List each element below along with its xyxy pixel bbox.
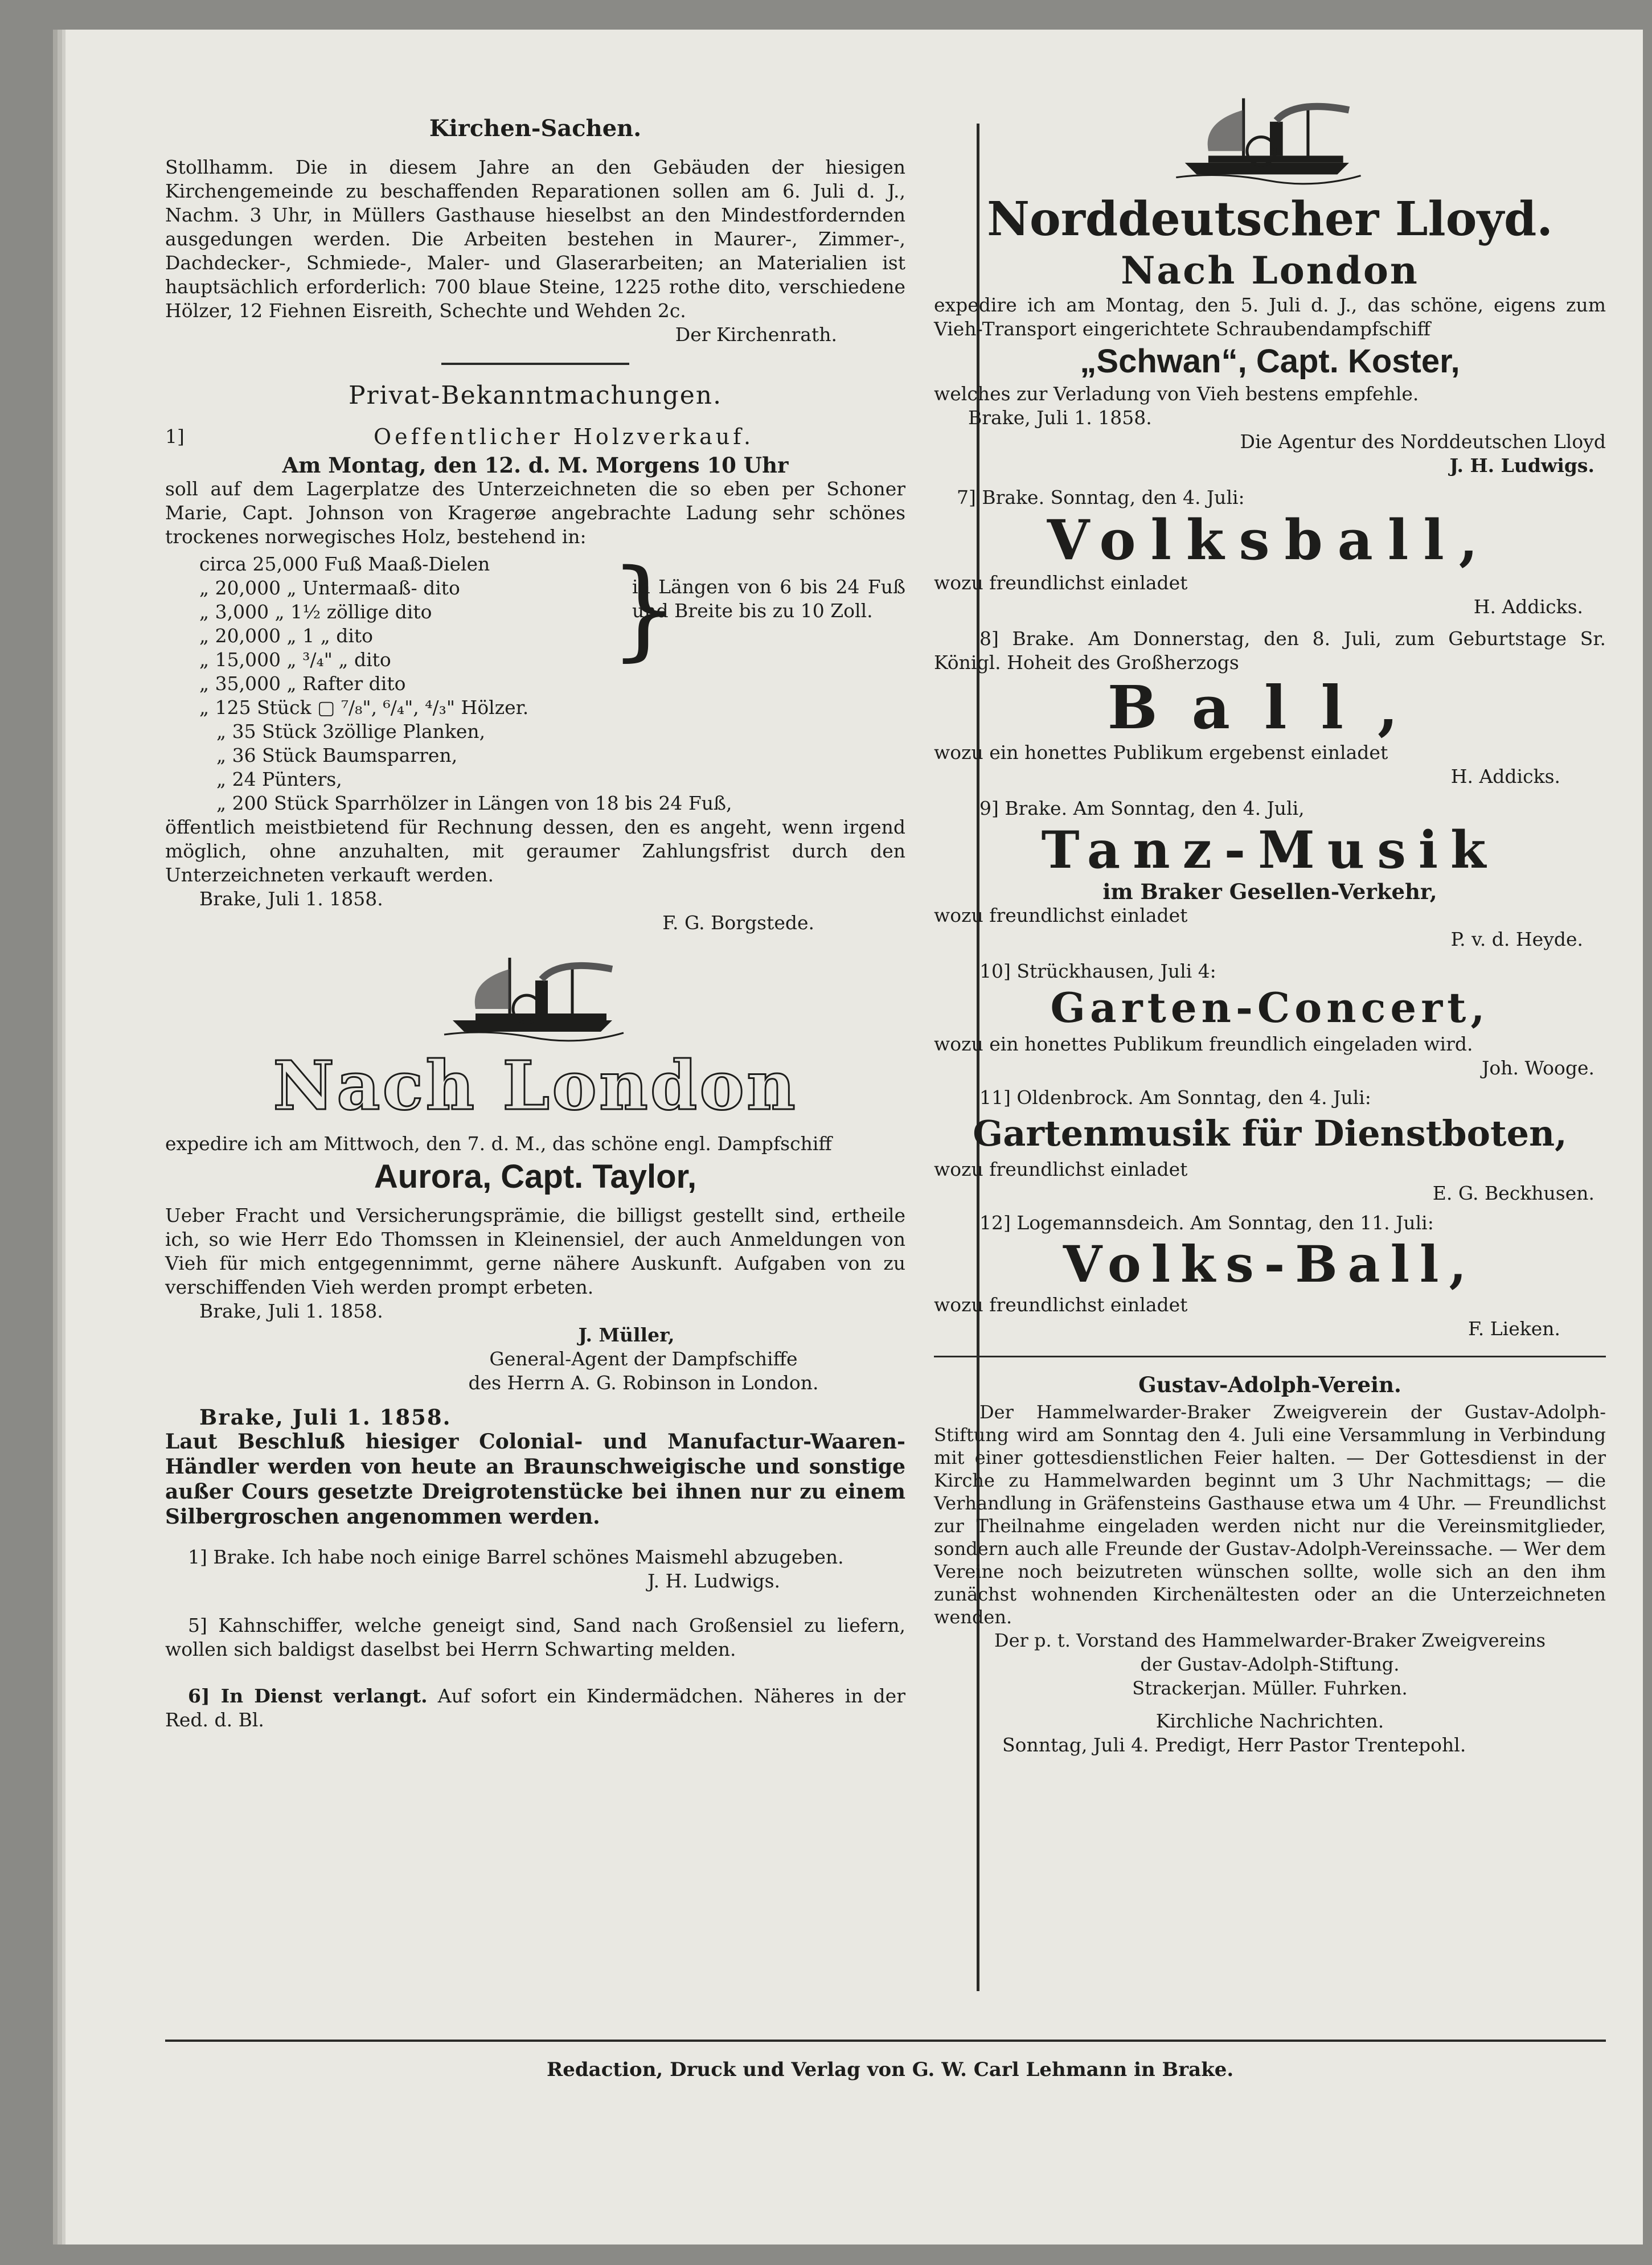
ad9-line: 9] Brake. Am Sonntag, den 4. Juli, xyxy=(979,797,1305,819)
ad12-invite: wozu freundlichst einladet xyxy=(934,1294,1188,1316)
lloyd-title: Norddeutscher Lloyd. xyxy=(987,192,1553,247)
wood-row: „ 15,000 „ ³/₄" „ dito xyxy=(199,649,391,671)
ad12-line: 12] Logemannsdeich. Am Sonntag, den 11. Juli: xyxy=(979,1212,1434,1234)
section-divider xyxy=(441,363,629,365)
london-sign-name: J. Müller, xyxy=(578,1324,675,1346)
section-divider-right xyxy=(934,1356,1606,1357)
ad7-line: 7] Brake. Sonntag, den 4. Juli: xyxy=(957,486,1245,508)
london-sign-company: des Herrn A. G. Robinson in London. xyxy=(468,1372,819,1394)
ad9-heading: Tanz-Musik xyxy=(1041,820,1499,880)
kirchliche-title: Kirchliche Nachrichten. xyxy=(1155,1710,1384,1732)
verein-body: Der Hammelwarder-Braker Zweigverein der Gustav-Adolph-Stiftung wird am Sonntag den 4. Juli eine Versammlung in Verbindung mit einer gottesdienstlichen Feier halten. — Der Gottesdienst in der Kirche zu Hammelwarden beginnt um 3 Uhr Nachmittags; — die Verhandlung in Gräfensteins Gasthause etwa um 4 Uhr. — Freundlichst zur Theilnahme eingeladen werden nicht nur die Vereinsmitglieder, sondern auch alle Freunde der Gustav-Adolph-Vereinssache. — Wer dem Vereine noch beizutreten wünschen sollte, wolle sich an den ihm zunächst wohnenden Kirchenältesten oder an die Unterzeichneten wenden. xyxy=(934,1401,1606,1628)
privat-title: Privat-Bekanntmachungen. xyxy=(348,381,723,410)
brake-head: Brake, Juli 1. 1858. xyxy=(199,1405,452,1430)
london-ship-name: Aurora, Capt. Taylor, xyxy=(374,1158,697,1195)
holz-title: Oeffentlicher Holzverkauf. xyxy=(373,424,755,449)
wood-row: „ 35,000 „ Rafter dito xyxy=(199,672,406,695)
right-column xyxy=(934,87,1606,1757)
holz-date: Am Montag, den 12. d. M. Morgens 10 Uhr xyxy=(282,453,789,478)
ad10-signature: Joh. Wooge. xyxy=(1482,1057,1594,1079)
kirchliche-body: Sonntag, Juli 4. Predigt, Herr Pastor Trentepohl. xyxy=(1002,1734,1466,1756)
holz-body: soll auf dem Lagerplatze des Unterzeichneten die so eben per Schoner Marie, Capt. Johnson von Kragerøe angebrachte Ladung sehr schönes trockenes norwegisches Holz, bestehend in: xyxy=(165,478,905,548)
brake-currency-notice: Laut Beschluß hiesiger Colonial- und Manufactur-Waaren-Händler werden von heute an Braunschweigische und sonstige außer Cours gesetzte Dreigrotenstücke bei ihnen nur zu einem Silbergroschen angenommen werden. xyxy=(165,1430,905,1529)
ad11-invite: wozu freundlichst einladet xyxy=(934,1158,1188,1180)
wood-dimensions: in Längen von 6 bis 24 Fuß und Breite bis zu 10 Zoll. xyxy=(632,576,905,622)
verein-sign-2: der Gustav-Adolph-Stiftung. xyxy=(1140,1653,1400,1675)
holz-place: Brake, Juli 1. 1858. xyxy=(199,888,383,910)
lloyd-body-2: welches zur Verladung von Vieh bestens empfehle. xyxy=(934,383,1419,405)
left-column xyxy=(165,109,905,1732)
ad12-signature: F. Lieken. xyxy=(1467,1318,1560,1340)
london-sign-title: General-Agent der Dampfschiffe xyxy=(489,1348,798,1370)
lloyd-body-1: expedire ich am Montag, den 5. Juli d. J., das schöne, eigens zum Vieh-Transport eingerichtete Schraubendampfschiff xyxy=(934,294,1606,340)
nach-london-heading: Nach London xyxy=(273,1046,798,1125)
lloyd-ship-name: „Schwan“, Capt. Koster, xyxy=(1080,343,1460,380)
london-body-2: Ueber Fracht und Versicherungsprämie, die billigst gestellt sind, ertheile ich, so wie Herr Edo Thomssen in Kleinensiel, der auch Anmeldungen von Vieh für mich entgegennimmt, gerne nähere Auskunft. Aufgaben von zu verschiffenden Vieh werden prompt erbeten. xyxy=(165,1204,905,1298)
kirchen-signature: Der Kirchenrath. xyxy=(675,323,837,346)
wood-row: „ 200 Stück Sparrhölzer in Längen von 18 bis 24 Fuß, xyxy=(216,792,732,814)
wood-row: „ 3,000 „ 1½ zöllige dito xyxy=(199,601,432,623)
wood-rows-2 xyxy=(165,720,905,815)
verein-sign-3: Strackerjan. Müller. Fuhrken. xyxy=(1132,1677,1408,1699)
kirchen-notice: Stollhamm. Die in diesem Jahre an den Gebäuden der hiesigen Kirchengemeinde zu beschaffenden Reparationen sollen am 6. Juli d. J., Nachm. 3 Uhr, in Müllers Gasthause hieselbst an den Mindestfordernden ausgedungen werden. Die Arbeiten bestehen in Maurer-, Zimmer-, Dachdecker-, Schmiede-, Maler- und Glaserarbeiten; an Materialien ist hauptsächlich erforderlich: 700 blaue Steine, 1225 rothe dito, verschiedene Hölzer, 12 Fiehnen Eisreith, Schechte und Wehden 2c. xyxy=(165,156,905,322)
holz-header xyxy=(165,425,905,449)
ad7-signature: H. Addicks. xyxy=(1473,596,1583,618)
ad10-heading: Garten-Concert, xyxy=(1050,983,1490,1032)
steamship-icon xyxy=(441,946,629,1043)
kahn-notice: 5] Kahnschiffer, welche geneigt sind, Sand nach Großensiel zu liefern, wollen sich baldigst daselbst bei Herrn Schwarting melden. xyxy=(165,1614,905,1660)
wood-row: „ 20,000 „ 1 „ dito xyxy=(199,625,374,647)
ad8-heading: Ball, xyxy=(1107,672,1433,742)
lloyd-subtitle: Nach London xyxy=(1121,248,1419,293)
dienst-text: Auf sofort ein Kindermädchen. Näheres in der Red. d. Bl. xyxy=(165,1685,905,1731)
wood-row: „ 24 Pünters, xyxy=(216,768,342,790)
wood-row: „ 36 Stück Baumsparren, xyxy=(216,744,458,766)
dienst-label: 6] In Dienst verlangt. xyxy=(188,1685,428,1707)
footer-rule xyxy=(165,2040,1606,2042)
newspaper-page xyxy=(65,30,1643,2245)
wood-list xyxy=(165,546,905,720)
imprint-footer: Redaction, Druck und Verlag von G. W. Carl Lehmann in Brake. xyxy=(547,2058,1234,2081)
wood-row: circa 25,000 Fuß Maaß-Dielen xyxy=(199,553,490,575)
london-body-1: expedire ich am Mittwoch, den 7. d. M., das schöne engl. Dampfschiff xyxy=(165,1132,832,1155)
holz-number: 1] xyxy=(165,425,185,448)
ad12-heading: Volks-Ball, xyxy=(1063,1234,1477,1294)
mais-signature: J. H. Ludwigs. xyxy=(647,1570,780,1592)
verein-sign-1: Der p. t. Vorstand des Hammelwarder-Braker Zweigvereins xyxy=(994,1630,1546,1651)
ad9-invite: wozu freundlichst einladet xyxy=(934,904,1188,926)
ad11-signature: E. G. Beckhusen. xyxy=(1432,1182,1594,1204)
ad9-subheading: im Braker Gesellen-Verkehr, xyxy=(1102,879,1437,904)
ad8-signature: H. Addicks. xyxy=(1450,765,1560,787)
mais-notice: 1] Brake. Ich habe noch einige Barrel schönes Maismehl abzugeben. xyxy=(188,1546,844,1568)
london-place: Brake, Juli 1. 1858. xyxy=(199,1300,383,1322)
wood-row: „ 125 Stück ▢ ⁷/₈", ⁶/₄", ⁴/₃" Hölzer. xyxy=(199,696,529,719)
wood-row: „ 35 Stück 3zöllige Planken, xyxy=(216,720,486,742)
ad10-invite: wozu ein honettes Publikum freundlich eingeladen wird. xyxy=(934,1033,1473,1055)
verein-title: Gustav-Adolph-Verein. xyxy=(1138,1372,1401,1397)
ad10-line: 10] Strückhausen, Juli 4: xyxy=(979,960,1216,982)
kirchen-sachen-title: Kirchen-Sachen. xyxy=(429,115,642,142)
steamship-icon-2 xyxy=(1173,87,1367,186)
wood-row: „ 20,000 „ Untermaaß- dito xyxy=(199,577,460,599)
lloyd-agent-name: J. H. Ludwigs. xyxy=(1449,454,1594,477)
ad9-signature: P. v. d. Heyde. xyxy=(1450,928,1583,950)
lloyd-place: Brake, Juli 1. 1858. xyxy=(968,407,1152,429)
holz-signature: F. G. Borgstede. xyxy=(662,912,814,934)
lloyd-agency: Die Agentur des Norddeutschen Lloyd xyxy=(1240,430,1606,453)
ad7-heading: Volksball, xyxy=(1047,508,1493,572)
dienst-notice xyxy=(165,1684,905,1732)
ad7-invite: wozu freundlichst einladet xyxy=(934,572,1188,594)
brace-glyph: } xyxy=(609,546,678,672)
wood-rows xyxy=(165,552,609,720)
holz-tail: öffentlich meistbietend für Rechnung dessen, den es angeht, wenn irgend möglich, ohne anzuhalten, mit geraumer Zahlungsfrist durch den Unterzeichneten verkauft werden. xyxy=(165,816,905,886)
ad8-invite: wozu ein honettes Publikum ergebenst einladet xyxy=(934,741,1388,764)
ad11-heading: Gartenmusik für Dienstboten, xyxy=(973,1113,1567,1154)
ad8-line: 8] Brake. Am Donnerstag, den 8. Juli, zum Geburtstage Sr. Königl. Hoheit des Großherzogs xyxy=(934,627,1606,674)
ad11-line: 11] Oldenbrock. Am Sonntag, den 4. Juli: xyxy=(979,1086,1371,1109)
